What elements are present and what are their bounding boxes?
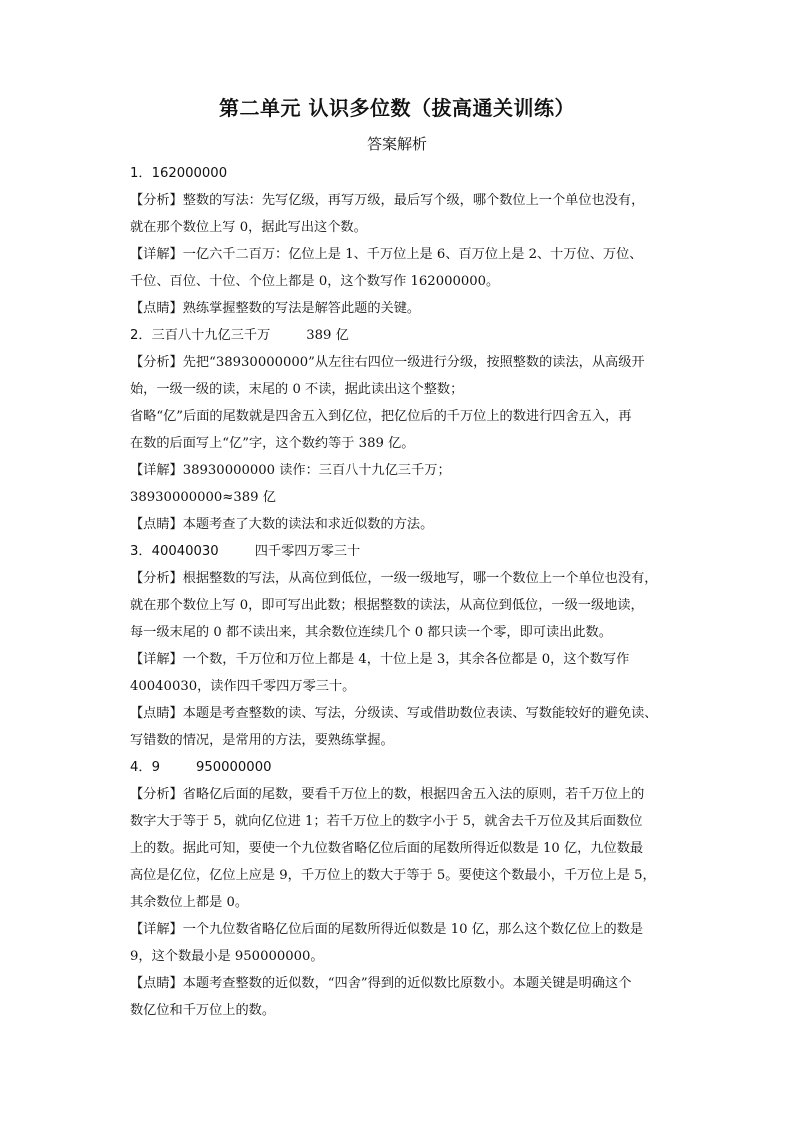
- analysis-line: 始，一级一级的读，末尾的 0 不读，据此读出这个整数；: [130, 382, 464, 397]
- answer-text: 162000000: [151, 166, 228, 181]
- analysis-line: 就在那个数位上写 0，据此写出这个数。: [130, 220, 367, 235]
- question-1-answer-line: [130, 160, 686, 187]
- detail-line: 38930000000≈389 亿: [130, 490, 276, 505]
- answer-text: 950000000: [195, 760, 272, 775]
- question-3-answer-line: [130, 538, 686, 565]
- analysis-line: 【分析】省略亿后面的尾数，要看千万位上的数，根据四舍五入法的原则，若千万位上的: [130, 787, 645, 802]
- detail-line: 【详解】一个九位数省略亿位后面的尾数所得近似数是 10 亿，那么这个数亿位上的数是: [130, 922, 644, 937]
- question-number: 1．: [130, 166, 152, 181]
- analysis-line: 高位是亿位，亿位上应是 9，千万位上的数大于等于 5。要使这个数最小，千万位上是 5，: [130, 868, 656, 883]
- answer-text: 9: [151, 760, 160, 775]
- analysis-line: 【分析】根据整数的写法，从高位到低位，一级一级地写，哪一个数位上一个单位也没有，: [130, 571, 658, 586]
- question-number: 2．: [130, 328, 152, 343]
- answer-text: 三百八十九亿三千万: [151, 328, 271, 343]
- analysis-line: 省略“亿”后面的尾数就是四舍五入到亿位，把亿位后的千万位上的数进行四舍五入，再: [130, 409, 632, 424]
- comment-line: 【点睛】本题考查整数的近似数，“四舍”得到的近似数比原数小。本题关键是明确这个: [130, 976, 632, 991]
- answer-content: [130, 160, 686, 1024]
- detail-line: 【详解】一亿六千二百万：亿位上是 1、千万位上是 6、百万位上是 2、十万位、万位、: [130, 247, 643, 262]
- comment-line: 写错数的情况，是常用的方法，要熟练掌握。: [130, 733, 394, 748]
- question-number: 4．: [130, 760, 152, 775]
- comment-line: 【点睛】熟练掌握整数的写法是解答此题的关键。: [130, 301, 421, 316]
- comment-line: 数亿位和千万位上的数。: [130, 1003, 276, 1018]
- detail-line: 9，这个数最小是 950000000。: [130, 949, 324, 964]
- page-subtitle: 答案解析: [366, 135, 427, 153]
- question-4-answer-line: [130, 754, 686, 781]
- answer-text: 389 亿: [306, 328, 349, 343]
- analysis-line: 【分析】整数的写法：先写亿级，再写万级，最后写个级，哪个数位上一个单位也没有，: [130, 193, 645, 208]
- analysis-line: 其余数位上都是 0。: [130, 895, 249, 910]
- analysis-line: 上的数。据此可知，要使一个九位数省略亿位后面的尾数所得近似数是 10 亿，九位数最: [130, 841, 644, 856]
- detail-line: 40040030，读作四千零四万零三十。: [130, 679, 356, 694]
- comment-line: 【点睛】本题是考查整数的读、写法，分级读、写或借助数位表读、写数能较好的避免读、: [130, 706, 658, 721]
- page-title: 第二单元 认识多位数（拔高通关训练）: [219, 96, 575, 120]
- comment-line: 【点睛】本题考查了大数的读法和求近似数的方法。: [130, 517, 434, 532]
- analysis-line: 就在那个数位上写 0，即可写出此数；根据整数的读法，从高位到低位，一级一级地读，: [130, 598, 644, 613]
- answer-text: 40040030: [151, 544, 219, 559]
- detail-line: 【详解】一个数，千万位和万位上都是 4，十位上是 3，其余各位都是 0，这个数写作: [130, 652, 630, 667]
- analysis-line: 每一级末尾的 0 都不读出来，其余数位连续几个 0 都只读一个零，即可读出此数。: [130, 625, 612, 640]
- answer-text: 四千零四万零三十: [254, 544, 361, 559]
- analysis-line: 【分析】先把“38930000000”从左往右四位一级进行分级，按照整数的读法，从高级开: [130, 355, 645, 370]
- analysis-line: 数字大于等于 5，就向亿位进 1；若千万位上的数字小于 5，就舍去千万位及其后面数位: [130, 814, 643, 829]
- question-2-answer-line: [130, 322, 686, 349]
- question-number: 3．: [130, 544, 152, 559]
- analysis-line: 在数的后面写上“亿”字，这个数约等于 389 亿。: [130, 436, 415, 451]
- detail-line: 【详解】38930000000 读作：三百八十九亿三千万；: [130, 463, 451, 478]
- detail-line: 千位、百位、十位、个位上都是 0，这个数写作 162000000。: [130, 274, 500, 289]
